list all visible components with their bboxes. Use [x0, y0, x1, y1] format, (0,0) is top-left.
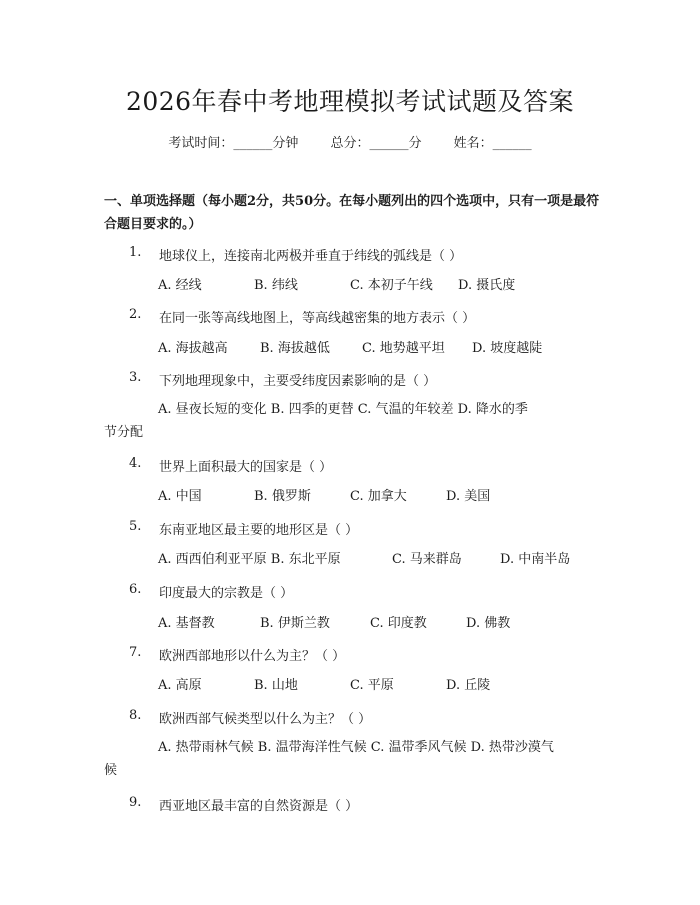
question-number: 3.	[129, 370, 142, 385]
options-line: A. 热带雨林气候 B. 温带海洋性气候 C. 温带季风气候 D. 热带沙漠气	[158, 740, 554, 755]
section-heading: 一、单项选择题（每小题2分，共50分。在每小题列出的四个选项中，只有一项是最符合题目要求的。）	[104, 194, 600, 232]
option-a: A. 中国	[158, 489, 202, 504]
exam-time-unit: 分钟	[272, 136, 299, 151]
option-b: B. 海拔越低	[260, 341, 330, 356]
options-line-continued: 节分配	[104, 425, 144, 440]
option-b: B. 山地	[254, 678, 298, 693]
option-c: C. 加拿大	[350, 489, 407, 504]
total-score-unit: 分	[408, 136, 422, 151]
question-text: 在同一张等高线地图上，等高线越密集的地方表示（ ）	[159, 311, 476, 326]
option-a: A. 海拔越高	[158, 341, 228, 356]
option-b: B. 俄罗斯	[254, 489, 311, 504]
option-d: D. 美国	[446, 489, 491, 504]
option-a: A. 高原	[158, 678, 202, 693]
question-text: 印度最大的宗教是（ ）	[159, 586, 294, 601]
exam-info-line	[0, 132, 700, 151]
question-number: 7.	[129, 645, 142, 660]
question-text: 下列地理现象中，主要受纬度因素影响的是（ ）	[159, 374, 437, 389]
option-d: D. 丘陵	[446, 678, 491, 693]
total-score-blank: ______	[369, 136, 409, 151]
total-score-label: 总分：	[330, 136, 370, 151]
question-text: 世界上面积最大的国家是（ ）	[159, 460, 333, 475]
exam-time-field	[168, 136, 298, 151]
option-d: D. 坡度越陡	[472, 341, 543, 356]
question-number: 4.	[129, 456, 142, 471]
option-a: A. 经线	[158, 278, 202, 293]
option-c: C. 平原	[350, 678, 394, 693]
option-c: C. 马来群岛	[392, 552, 462, 567]
option-b: B. 伊斯兰教	[260, 616, 330, 631]
option-d: D. 佛教	[466, 616, 511, 631]
option-a: A. 基督教	[158, 616, 215, 631]
total-score-field	[330, 136, 421, 151]
question-text: 地球仪上，连接南北两极并垂直于纬线的弧线是（ ）	[159, 249, 463, 264]
question-number: 8.	[129, 708, 142, 723]
option-c: C. 地势越平坦	[362, 341, 445, 356]
name-field	[454, 136, 532, 151]
exam-time-label: 考试时间：	[168, 136, 234, 151]
name-label: 姓名：	[453, 136, 493, 151]
page-title: 2026年春中考地理模拟考试试题及答案	[125, 87, 575, 116]
question-8-options	[104, 736, 604, 782]
question-number: 5.	[129, 519, 142, 534]
option-d: D. 中南半岛	[500, 552, 571, 567]
option-d: D. 摄氏度	[458, 278, 516, 293]
question-text: 东南亚地区最主要的地形区是（ ）	[159, 523, 359, 538]
options-line-continued: 候	[104, 763, 118, 778]
question-3-options	[104, 398, 604, 444]
question-text: 欧洲西部气候类型以什么为主？（ ）	[159, 712, 372, 727]
question-number: 2.	[129, 307, 142, 322]
question-text: 欧洲西部地形以什么为主？（ ）	[159, 649, 346, 664]
options-line: A. 昼夜长短的变化 B. 四季的更替 C. 气温的年较差 D. 降水的季	[158, 402, 528, 417]
question-number: 9.	[129, 795, 142, 810]
exam-time-blank: ______	[233, 136, 273, 151]
option-c: C. 本初子午线	[350, 278, 433, 293]
question-number: 6.	[129, 582, 142, 597]
question-number: 1.	[129, 245, 142, 260]
option-b: B. 纬线	[254, 278, 298, 293]
option-c: C. 印度教	[370, 616, 427, 631]
option-a-b: A. 西西伯利亚平原 B. 东北平原	[158, 552, 341, 567]
name-blank: ______	[492, 136, 532, 151]
question-text: 西亚地区最丰富的自然资源是（ ）	[159, 799, 359, 814]
